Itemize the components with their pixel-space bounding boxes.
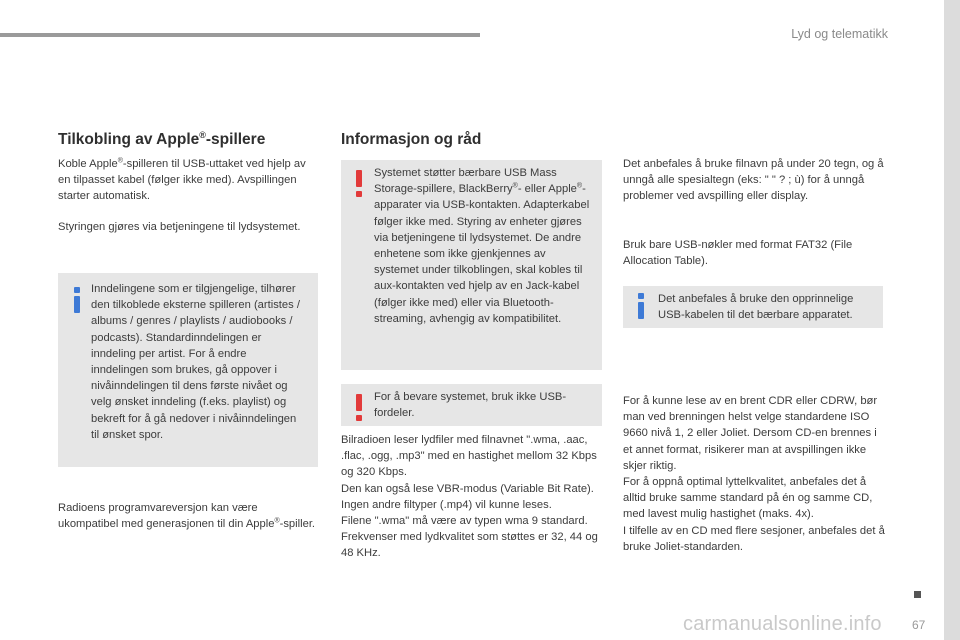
heading-apple-players: Tilkobling av Apple®-spillere bbox=[58, 129, 266, 148]
warning-box-text: Systemet støtter bærbare USB Mass Storage-spillere, BlackBerry®- eller Apple®-apparater via USB-kontakten. Adapterkabel følger ikke med. Styring av enheter gjøres via betjeningene til lydsystemet. De andre enhetene som ikke gjenkjennes av systemet under tilkoblingen, skal kobles til aux-kontakten ved hjelp av en Jack-kabel (følger ikke med) eller via Bluetooth-streaming, avhengig av kompatibilitet. bbox=[374, 167, 590, 325]
software-compat-paragraph: Radioens programvareversjon kan være ukompatibel med generasjonen til din Apple®-spiller. bbox=[58, 502, 316, 531]
section-title: Lyd og telematikk bbox=[791, 27, 888, 41]
info-box-categories bbox=[58, 273, 318, 467]
fat32-paragraph: Bruk bare USB-nøkler med format FAT32 (File Allocation Table). bbox=[623, 239, 853, 268]
audio-formats-paragraph: Bilradioen leser lydfiler med filnavnet ".wma, .aac, .flac, .ogg, .mp3" med en hastighet mellom 32 Kbps og 320 Kbps. Den kan også lese VBR-modus (Variable Bit Rate). Ingen andre filtyper (.mp4) vil kunne leses. Filene ".wma" må være av typen wma 9 standard. Frekvenser med lydkvalitet som støttes er 32, 44 og 48 KHz. bbox=[341, 434, 598, 560]
apple-connect-paragraph: Koble Apple®-spilleren til USB-uttaket ved hjelp av en tilpasset kabel (følger ikke med). Avspillingen starter automatisk. bbox=[58, 157, 306, 203]
controls-paragraph: Styringen gjøres via betjeningene til lydsystemet. bbox=[58, 221, 301, 233]
warning-box-usb bbox=[341, 160, 602, 370]
info-box-text: Inndelingene som er tilgjengelige, tilhører den tilkoblede eksterne spilleren (artistes / albums / genres / playlists / audiobooks / podcasts). Standardinndelingen er inndeling per artist. For å endre inndelingen som brukes, gå oppover i nivåinndelingen til dens første nivået og velg ønsket inndeling (f.eks. playlist) og bekreft for å gå nedover i nivåinndelingen til ønsket spor. bbox=[91, 283, 300, 441]
warning-box-hub-text: For å bevare systemet, bruk ikke USB-fordeler. bbox=[374, 391, 567, 420]
filename-advice-paragraph: Det anbefales å bruke filnavn på under 20 tegn, og å unngå alle spesialtegn (eks: " " ? ; ù) for å unngå problemer ved avspilling eller display. bbox=[623, 158, 884, 203]
info-box-cable bbox=[623, 286, 883, 328]
header-rule bbox=[0, 33, 480, 37]
page-number: 67 bbox=[912, 618, 926, 632]
page-edge-strip bbox=[944, 0, 960, 640]
warning-box-hub bbox=[341, 384, 602, 426]
watermark: carmanualsonline.info bbox=[683, 613, 882, 635]
heading-info-advice: Informasjon og råd bbox=[341, 131, 482, 148]
cd-burning-paragraph: For å kunne lese av en brent CDR eller CDRW, bør man ved brenningen helst velge standardene ISO 9660 nivå 1, 2 eller Joliet. Dersom CD-en brennes i et annet format, risikerer man at avspillingen ikke skjer riktig. For å oppnå optimal lyttelkvalitet, anbefales det å alltid bruke samme standard på én og samme CD, med lavest mulig hastighet (maks. 4x). I tilfelle av en CD med flere sesjoner, anbefales det å bruke Joliet-standarden. bbox=[623, 395, 885, 553]
info-box-cable-text: Det anbefales å bruke den opprinnelige USB-kabelen til det bærbare apparatet. bbox=[658, 293, 854, 322]
section-end-marker bbox=[914, 591, 921, 598]
